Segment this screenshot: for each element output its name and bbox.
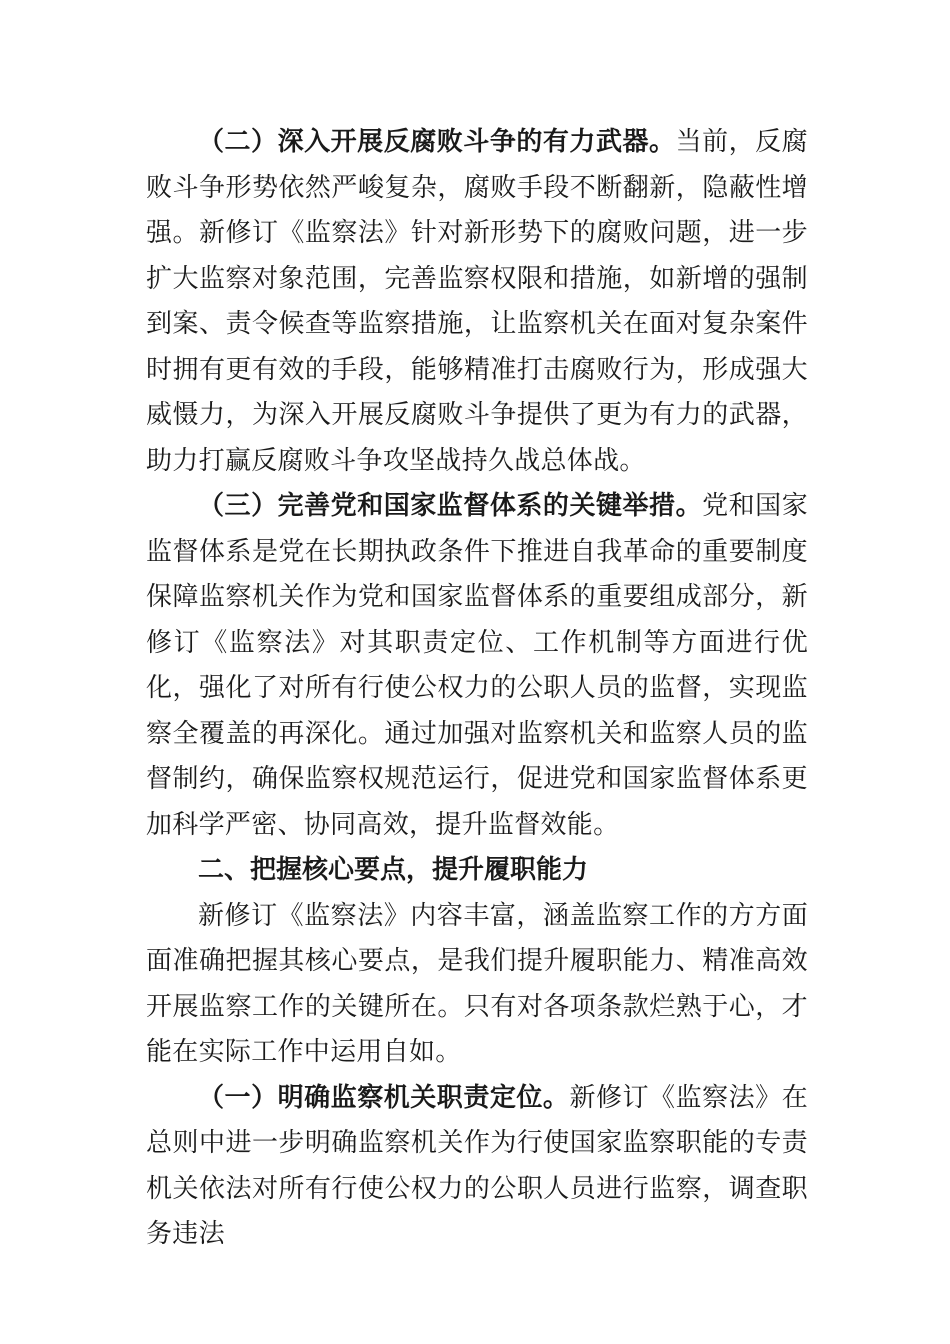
paragraph-lead-two: （二）深入开展反腐败斗争的有力武器。	[198, 127, 676, 157]
document-body	[146, 120, 808, 1258]
section-heading: 二、把握核心要点，提升履职能力	[198, 855, 589, 885]
paragraph-supervision-system	[146, 484, 808, 848]
paragraph-lead-one: （一）明确监察机关职责定位。	[198, 1082, 570, 1113]
paragraph-text-one: 新修订《监察法》在总则中进一步明确监察机关作为行使国家监察职能的专责机关依法对所有行使公权力的公职人员进行监察，调查职务违法	[146, 1082, 809, 1249]
paragraph-text-three: 党和国家监督体系是党在长期执政条件下推进自我革命的重要制度保障监察机关作为党和国家监督体系的重要组成部分，新修订《监察法》对其职责定位、工作机制等方面进行优化，强化了对所有行使公权力的公职人员的监督，实现监察全覆盖的再深化。通过加强对监察机关和监察人员的监督制约，确保监察权规范运行，促进党和国家监督体系更加科学严密、协同高效，提升监督效能。	[146, 491, 809, 840]
section-intro-paragraph: 新修订《监察法》内容丰富，涵盖监察工作的方方面面准确把握其核心要点，是我们提升履职能力、精准高效开展监察工作的关键所在。只有对各项条款烂熟于心，才能在实际工作中运用自如。	[146, 900, 808, 1067]
paragraph-anti-corruption-weapon	[146, 120, 808, 484]
paragraph-text-two: 当前，反腐败斗争形势依然严峻复杂，腐败手段不断翻新，隐蔽性增强。新修订《监察法》针对新形势下的腐败问题，进一步扩大监察对象范围，完善监察权限和措施，如新增的强制到案、责令候查等监察措施，让监察机关在面对复杂案件时拥有更有效的手段，能够精准打击腐败行为，形成强大威慑力，为深入开展反腐败斗争提供了更为有力的武器，助力打赢反腐败斗争攻坚战持久战总体战。	[146, 127, 808, 476]
paragraph-duty-positioning	[146, 1076, 808, 1258]
paragraph-lead-three: （三）完善党和国家监督体系的关键举措。	[198, 491, 703, 521]
